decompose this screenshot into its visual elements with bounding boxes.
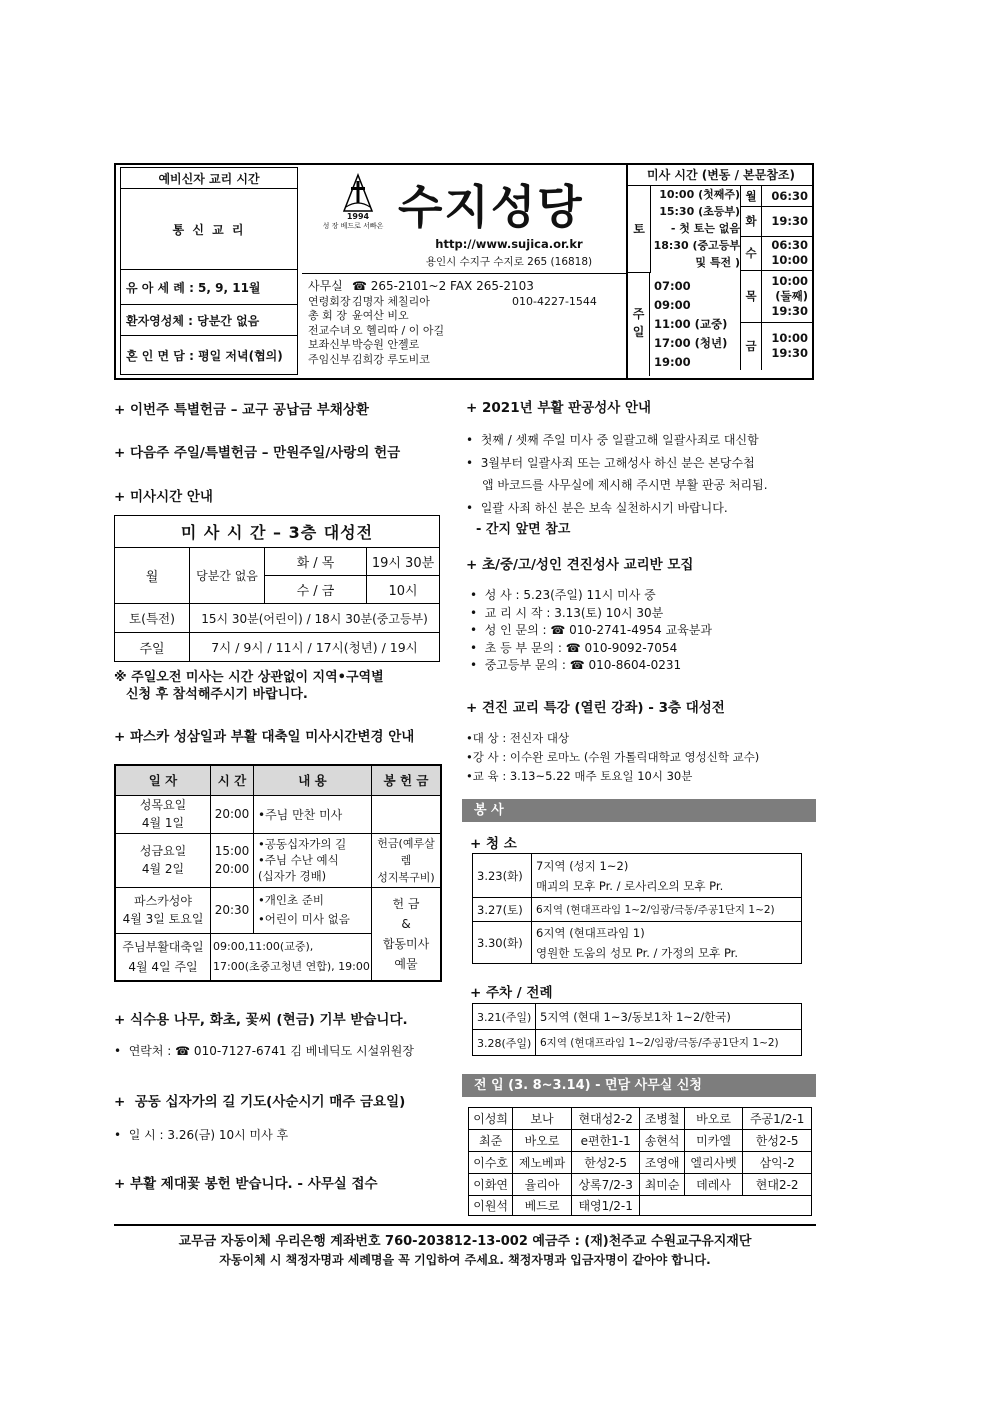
contacts-list: [308, 279, 628, 367]
church-logo: [322, 173, 388, 233]
infant-baptism: 유 아 세 례 : 5, 9, 11월: [121, 270, 298, 305]
donation-title: + 식수용 나무, 화초, 꽃씨 (현금) 기부 받습니다.: [114, 1012, 408, 1028]
special-offering-this-week: + 이번주 특별헌금 – 교구 공납금 부채상환: [114, 402, 369, 418]
confession-list: • 첫째 / 셋째 주일 미사 중 일괄고해 일괄사죄로 대신함 • 3월부터 일괄사죄 또는 고해성사 하신 분은 본당수첩 앱 바코드를 사무실에 제시해 주시면 부활 판공 처리됨. • 일괄 사죄 하신 분은 보속 실천하시기 바랍니다. - 간지 앞면 참고: [466, 433, 768, 537]
footer-note: 자동이체 시 책정자명과 세례명을 꼭 기입하여 주세요. 책정자명과 입금자명이 같아야 합니다.: [219, 1253, 711, 1267]
mass-sun-times: 07:00 09:00 11:00 (교중) 17:00 (청년) 19:00: [654, 279, 728, 369]
catechism-title: 예비신자 교리 시간: [121, 168, 298, 189]
bulletin-header: [114, 163, 814, 380]
mass-sat-times: 10:00 (첫째주) 15:30 (초등부) - 첫 토는 없음 18:30 (중고등부 및 특전 ): [653, 188, 740, 269]
church-banner: [302, 165, 626, 274]
mass-note-line2: 신청 후 참석해주시기 바랍니다.: [126, 687, 308, 702]
mass-table-title: 미 사 시 간 – 3층 대성전: [115, 516, 440, 548]
cross-prayer-title: + 공동 십자가의 길 기도(사순시기 매주 금요일): [114, 1094, 406, 1110]
church-url[interactable]: http://www.sujica.or.kr: [435, 237, 583, 251]
mass-note-line1: ※ 주일오전 미사는 시간 상관없이 지역•구역별: [114, 670, 384, 685]
confirmation-list: • 성 사 : 5.23(주일) 11시 미사 중 • 교 리 시 작 : 3.13(토) 10시 30분 • 성 인 문의 : ☎ 010-2741-4954 교육분과 • 초 등 부 문의 : ☎ 010-9092-7054 • 중고등부 문의 : ☎ 010-8604-0231: [470, 588, 712, 672]
cleaning-table: 3.23(화) 7지역 (성지 1~2) 매괴의 모후 Pr. / 로사리오의 모후 Pr. 3.27(토) 6지역 (현대프라임 1~2/임광/극동/주공1단지 1~2) 3.30(화) 6지역 (현대프라임 1) 영원한 도움의 성모 Pr. / 가정의 모후 Pr.: [472, 853, 802, 964]
service-bar: 봉 사: [462, 799, 816, 822]
catechism-course: 통 신 교 리: [121, 189, 298, 270]
lecture-title: + 견진 교리 특강 (열린 강좌) - 3층 대성전: [466, 700, 725, 716]
marriage-consult: 혼 인 면 담 : 평일 저녁(협의): [121, 336, 298, 375]
church-address: 용인시 수지구 수지로 265 (16818): [425, 256, 593, 268]
contact-funeral: 연령회장김명자 체칠리아 010-4227-1544: [308, 294, 597, 308]
contact-pastor: 주임신부김희강 루도비코: [308, 352, 430, 366]
cross-prayer-detail: • 일 시 : 3.26(금) 10시 미사 후: [114, 1128, 289, 1142]
cleaning-title: + 청 소: [470, 836, 517, 852]
newcomer-bar: 전 입 (3. 8~3.14) - 면담 사무실 신청: [462, 1074, 816, 1097]
logo-motto: 성 장 베드로 서빠온: [322, 222, 384, 230]
lecture-list: •대 상 : 전신자 대상 •강 사 : 이수완 로마노 (수원 가톨릭대학교 영성신학 교수) •교 육 : 3.13~5.22 매주 토요일 10시 30분: [466, 731, 760, 783]
newcomer-table: 이성희 보나 현대성2-2 조병철 바오로 주공1/2-1 최준 바오로 e편한1-1 송현석 미카엘 한성2-5 이수호 제노베파 한성2-5 조영애 엘리사벳 삼익-2 이화연 율리아 상록7/2-3 최미순 데레사 현대2-2 이원석 베드로 태영1/2-1: [468, 1107, 812, 1216]
confession-title: + 2021년 부활 판공성사 안내: [466, 400, 652, 416]
mass-schedule-box: [626, 165, 814, 378]
sick-communion: 환자영성체 : 당분간 없음: [121, 305, 298, 336]
mass-time-table: 미 사 시 간 – 3층 대성전 월 당분간 없음 화 / 목 19시 30분 수 / 금 10시 토(특전) 15시 30분(어린이) / 18시 30분(중고등부) 주일 7시 / 9시 / 11시 / 17시(청년) / 19시: [114, 515, 440, 662]
footer-account: 교무금 자동이체 우리은행 계좌번호 760-203812-13-002 예금주 : (재)천주교 수원교구유지재단: [178, 1234, 752, 1249]
contact-president: 총 회 장 윤여산 비오: [308, 309, 409, 322]
mass-guide-title: + 미사시간 안내: [114, 489, 213, 505]
parking-table: 3.21(주일) 5지역 (현대 1~3/동보1차 1~2/한국) 3.28(주일) 6지역 (현대프라임 1~2/임광/극동/주공1단지 1~2): [472, 1003, 802, 1056]
contact-office: 사무실 ☎ 265-2101~2 FAX 265-2103: [308, 279, 534, 293]
mass-schedule-title: 미사 시간 (변동 / 본문참조): [628, 165, 814, 186]
weekday-mass-table: 월 06:30 화 19:30 수 06:30 10:00 목 10:00 (둘째) 19:30 금 10:00 19:30: [740, 186, 814, 370]
confirmation-title: + 초/중/고/성인 견진성사 교리반 모집: [466, 557, 694, 573]
church-logo-icon: [338, 173, 378, 213]
contact-sisters: 전교수녀오 헬리따 / 이 아길: [308, 323, 445, 337]
contact-assistant-priest: 보좌신부박승원 안젤로: [308, 338, 420, 351]
logo-year: 1994: [346, 212, 370, 221]
catechism-table: [120, 167, 298, 375]
mass-sat-label: 토: [628, 186, 651, 273]
special-offering-next-week: + 다음주 주일/특별헌금 – 만원주일/사랑의 헌금: [114, 445, 401, 461]
church-name: 수지성당: [398, 180, 584, 234]
footer-divider: [114, 1224, 816, 1226]
flower-offering-title: + 부활 제대꽃 봉헌 받습니다. - 사무실 접수: [114, 1176, 378, 1192]
parking-title: + 주차 / 전례: [470, 985, 553, 1001]
donation-contact: • 연락처 : ☎ 010-7127-6741 김 베네딕도 시설위원장: [114, 1044, 414, 1058]
mass-sun-label: 주일: [628, 273, 650, 376]
pascha-table: 일 자 시 간 내 용 봉 헌 금 성목요일 4월 1일 20:00 •주님 만찬 미사 성금요일 4월 2일 15:00 20:00 •공동십자가의 길 •주님 수난 예식 (십자가 경배) 헌금(예루살렘 성지복구비) 파스카성야 4월 3일 토요일 20:30 •개인초 준비 •어린이 미사 없음 헌 금 & 합동미사 예물 주님부활대축일 4월 4일 주일 09:00,11:00(교중), 17:00(초중고청년 연합), 19:00: [114, 764, 442, 982]
pascha-title: + 파스카 성삼일과 부활 대축일 미사시간변경 안내: [114, 729, 415, 745]
